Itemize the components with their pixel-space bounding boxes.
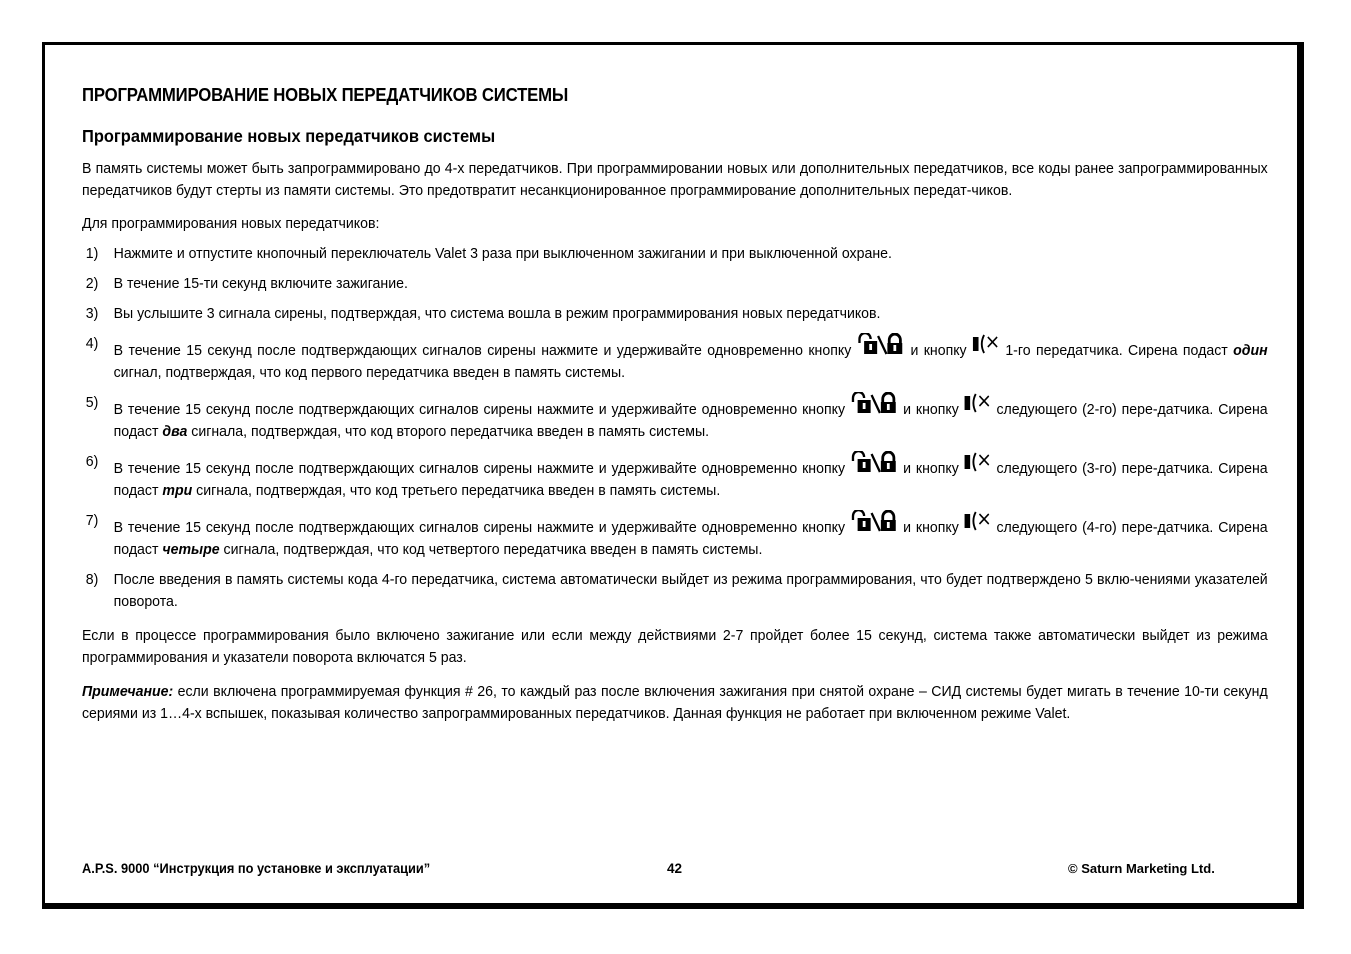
note-label: Примечание: — [82, 683, 174, 700]
lock-unlock-icon — [850, 510, 898, 532]
mute-speaker-icon — [964, 510, 992, 532]
step-item: 7) В течение 15 секунд после подтверждающих сигналов сирены нажмите и удерживайте одновременно кнопку и кнопку следующего (4-го) пере-датчика. Сирена подаст четыре сигнала, подтверждая, что код четвертого передатчика введен в память системы. — [85, 512, 1268, 558]
step-item: 6) В течение 15 секунд после подтверждающих сигналов сирены нажмите и удерживайте одновременно кнопку и кнопку следующего (3-го) пере-датчика. Сирена подаст три сигнала, подтверждая, что код третьего передатчика введен в память системы. — [85, 453, 1268, 499]
step-item: 8) После введения в память системы кода 4-го передатчика, система автоматически выйдет из режима программирования, что будет подтверждено 5 вклю-чениями указателей поворота. — [85, 571, 1268, 610]
step-item: 4) В течение 15 секунд после подтверждающих сигналов сирены нажмите и удерживайте одновременно кнопку и кнопку 1-го передатчика. Сирена подаст один сигнал, подтверждая, что код первого передатчика введен в память системы. — [85, 335, 1268, 381]
lock-unlock-icon — [850, 451, 898, 473]
lock-unlock-icon — [857, 333, 905, 355]
note-text: если включена программируемая функция # 26, то каждый раз после включения зажигания при снятой охране – СИД системы будет мигать в течение 10-ти секунд сериями из 1…4-х вспышек, показывая количество запрограммированных передатчиков. Данная функция не работает при включенном режиме Valet. — [82, 683, 1268, 722]
footer-copyright: © Saturn Marketing Ltd. — [1068, 861, 1215, 876]
mute-speaker-icon — [964, 451, 992, 473]
page-number: 42 — [667, 861, 683, 876]
page-content — [82, 84, 1268, 725]
footer-doc-title: A.P.S. 9000 “Инструкция по установке и эксплуатации” — [82, 861, 431, 876]
lock-unlock-icon — [850, 392, 898, 414]
step-item: 3) Вы услышите 3 сигнала сирены, подтверждая, что система вошла в режим программирования новых передатчиков. — [85, 305, 881, 322]
section-title: ПРОГРАММИРОВАНИЕ НОВЫХ ПЕРЕДАТЧИКОВ СИСТЕМЫ — [82, 85, 569, 105]
intro-paragraph: В память системы может быть запрограммировано до 4-х передатчиков. При программировании новых или дополнительных передатчиков, все коды ранее запрограммированных передатчиков будут стерты из памяти системы. Это предотвратит несанкционированное программирование дополнительных передат-чиков. — [82, 160, 1268, 199]
timeout-paragraph: Если в процессе программирования было включено зажигание или если между действиями 2-7 пройдет более 15 секунд, система также автоматически выйдет из режима программирования и указатели поворота включатся 5 раз. — [82, 627, 1268, 666]
step-item: 5) В течение 15 секунд после подтверждающих сигналов сирены нажмите и удерживайте одновременно кнопку и кнопку следующего (2-го) пере-датчика. Сирена подаст два сигнала, подтверждая, что код второго передатчика введен в память системы. — [85, 394, 1268, 440]
section-subtitle: Программирование новых передатчиков системы — [82, 126, 496, 146]
steps-lead: Для программирования новых передатчиков: — [82, 215, 380, 232]
mute-speaker-icon — [972, 333, 1000, 355]
mute-speaker-icon — [964, 392, 992, 414]
step-item: 1) Нажмите и отпустите кнопочный переключатель Valet 3 раза при выключенном зажигании и при выключенной охране. — [85, 245, 892, 262]
note-paragraph — [82, 681, 1268, 725]
step-item: 2) В течение 15-ти секунд включите зажигание. — [85, 275, 408, 292]
steps-list — [82, 243, 1268, 613]
